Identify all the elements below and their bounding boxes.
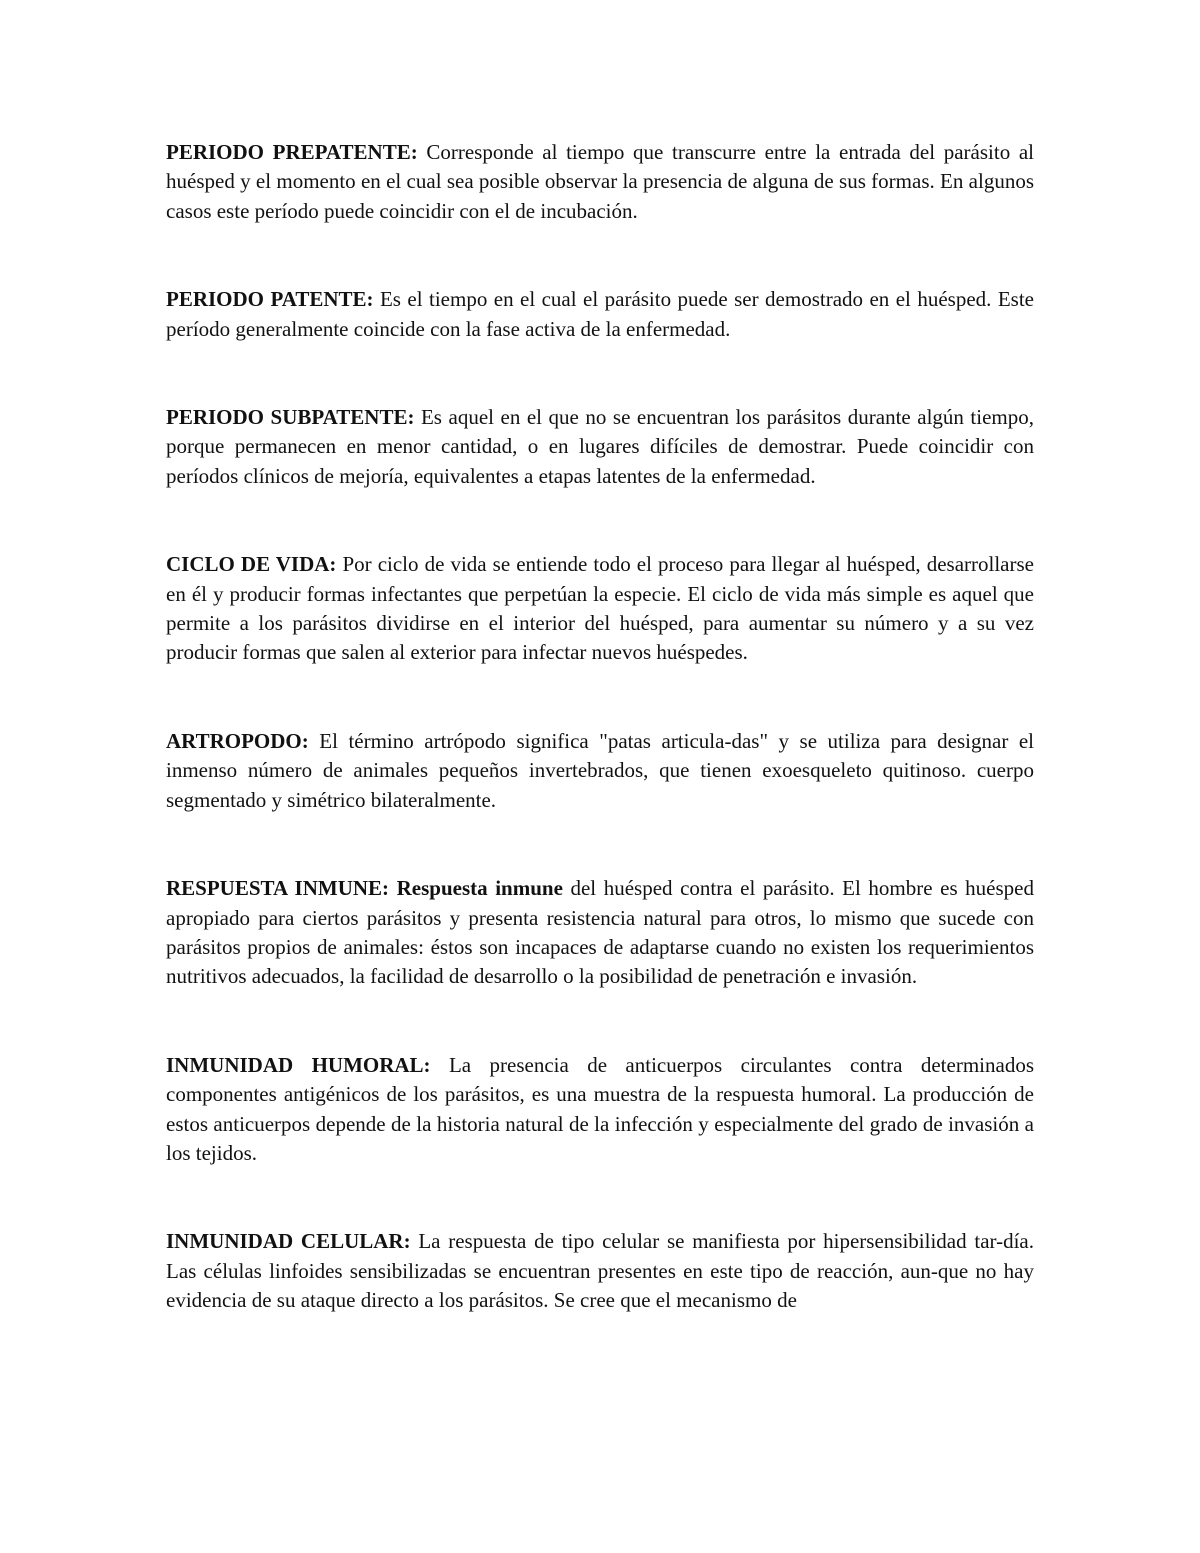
entry-respuesta-inmune: [166, 874, 1034, 992]
entry-periodo-patente: [166, 285, 1034, 344]
term-heading: INMUNIDAD HUMORAL:: [166, 1052, 431, 1077]
term-definition: La respuesta de tipo celular se manifiesta por hipersensibilidad tar-día. Las células linfoides sensibilizadas se encuentran presentes en este tipo de reacción, aun-que no hay evidencia de su ataque directo a los parásitos. Se cree que el mecanismo de: [166, 1229, 1034, 1313]
term-definition: La presencia de anticuerpos circulantes contra determinados componentes antigénicos de los parásitos, es una muestra de la respuesta humoral. La producción de estos anticuerpos depende de la historia natural de la infección y especialmente del grado de invasión a los tejidos.: [166, 1052, 1034, 1165]
term-heading: PERIODO PATENTE:: [166, 287, 374, 312]
term-heading: ARTROPODO:: [166, 728, 309, 753]
term-heading: RESPUESTA INMUNE:: [166, 876, 390, 901]
entry-ciclo-de-vida: [166, 550, 1034, 668]
entry-periodo-subpatente: [166, 403, 1034, 491]
term-definition: El término artrópodo significa "patas articula-das" y se utiliza para designar el inmenso número de animales pequeños invertebrados, que tienen exoesqueleto quitinoso. cuerpo segmentado y simétrico bilateralmente.: [166, 728, 1034, 812]
entry-inmunidad-celular: [166, 1227, 1034, 1315]
term-heading: PERIODO SUBPATENTE:: [166, 405, 415, 430]
term-definition: Es aquel en el que no se encuentran los parásitos durante algún tiempo, porque permanecen en menor cantidad, o en lugares difíciles de demostrar. Puede coincidir con períodos clínicos de mejoría, equivalentes a etapas latentes de la enfermedad.: [166, 405, 1035, 488]
entry-periodo-prepatente: [166, 138, 1034, 226]
term-definition: del huésped contra el parásito. El hombre es huésped apropiado para ciertos parásitos y presenta resistencia natural para otros, lo mismo que sucede con parásitos propios de animales: éstos son incapaces de adaptarse cuando no existen los requerimientos nutritivos adecuados, la facilidad de desarrollo o la posibilidad de penetración e invasión.: [166, 876, 1035, 989]
term-subheading: Respuesta inmune: [389, 876, 563, 901]
term-heading: CICLO DE VIDA:: [166, 552, 337, 577]
term-definition: Corresponde al tiempo que transcurre entre la entrada del parásito al huésped y el momento en el cual sea posible observar la presencia de alguna de sus formas. En algunos casos este período puede coincidir con el de incubación.: [166, 140, 1034, 223]
entry-inmunidad-humoral: [166, 1051, 1034, 1169]
term-heading: PERIODO PREPATENTE:: [166, 140, 418, 164]
term-definition: Por ciclo de vida se entiende todo el proceso para llegar al huésped, desarrollarse en él y producir formas infectantes que perpetúan la especie. El ciclo de vida más simple es aquel que permite a los parásitos dividirse en el interior del huésped, para aumentar su número y a su vez producir formas que salen al exterior para infectar nuevos huéspedes.: [166, 552, 1034, 665]
term-definition: Es el tiempo en el cual el parásito puede ser demostrado en el huésped. Este período generalmente coincide con la fase activa de la enfermedad.: [166, 287, 1034, 341]
entry-artropodo: [166, 727, 1034, 815]
term-heading: INMUNIDAD CELULAR:: [166, 1229, 411, 1254]
